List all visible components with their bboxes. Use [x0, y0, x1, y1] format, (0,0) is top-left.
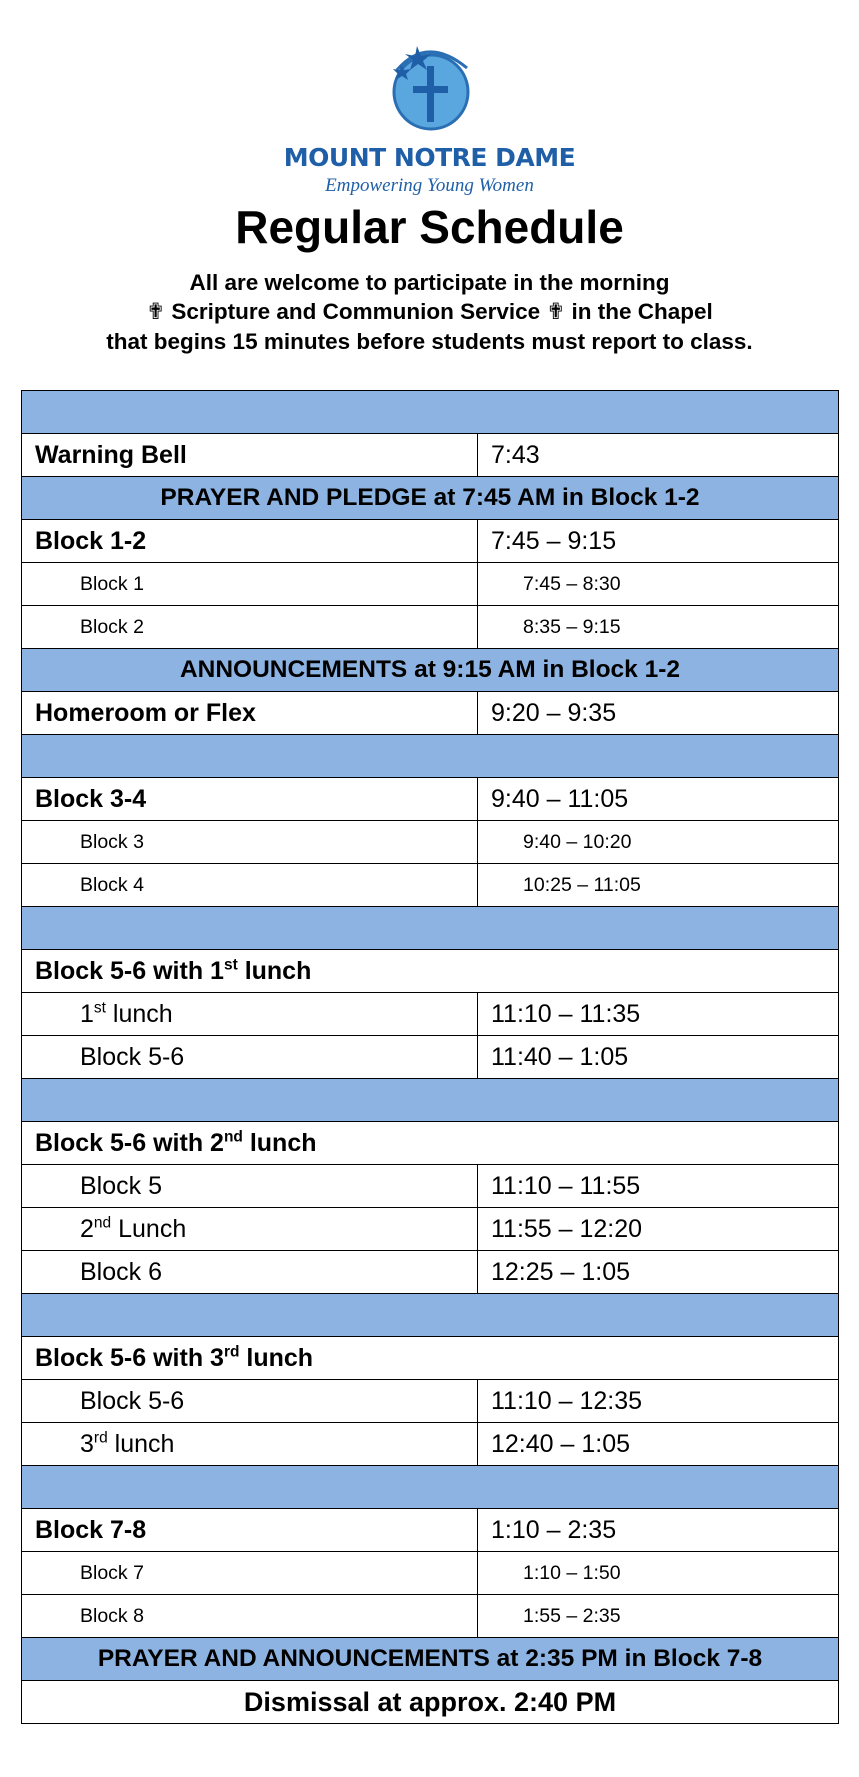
intro-line-3: that begins 15 minutes before students must report to class.: [106, 329, 753, 354]
table-row: [22, 1165, 839, 1208]
table-row: [22, 993, 839, 1036]
table-row: [22, 950, 839, 993]
lunch-1-block-5-6-label: Block 5-6: [22, 1036, 478, 1079]
prayer-pledge-banner: PRAYER AND PLEDGE at 7:45 AM in Block 1-2: [22, 477, 839, 520]
homeroom-time: 9:20 – 9:35: [478, 692, 839, 735]
table-row: [22, 1595, 839, 1638]
table-row: [22, 1208, 839, 1251]
page-title: Regular Schedule: [235, 201, 624, 253]
school-name: MOUNT NOTRE DAME: [283, 143, 576, 172]
band-row: [22, 1466, 839, 1509]
block-7-8-label: Block 7-8: [22, 1509, 478, 1552]
table-row: [22, 778, 839, 821]
block-1-time: 7:45 – 8:30: [478, 563, 839, 606]
cross-left-icon: ✟: [146, 299, 166, 325]
table-row: [22, 1423, 839, 1466]
closing-banner: PRAYER AND ANNOUNCEMENTS at 2:35 PM in Block 7-8: [22, 1638, 839, 1681]
block-4-label: Block 4: [22, 864, 478, 907]
warning-bell-time: 7:43: [478, 434, 839, 477]
school-tagline: Empowering Young Women: [325, 175, 534, 196]
lunch-3-header: Block 5-6 with 3rd lunch: [22, 1337, 839, 1380]
band-row: [22, 1079, 839, 1122]
table-row: [22, 1337, 839, 1380]
block-7-time: 1:10 – 1:50: [478, 1552, 839, 1595]
lunch-2-header: Block 5-6 with 2nd lunch: [22, 1122, 839, 1165]
announcements-banner: ANNOUNCEMENTS at 9:15 AM in Block 1-2: [22, 649, 839, 692]
table-row: [22, 520, 839, 563]
lunch-1-label: 1st lunch: [22, 993, 478, 1036]
table-row: [22, 1251, 839, 1294]
block-3-4-time: 9:40 – 11:05: [478, 778, 839, 821]
block-1-label: Block 1: [22, 563, 478, 606]
cross-right-icon: ✟: [546, 299, 566, 325]
lunch-2-block-6-label: Block 6: [22, 1251, 478, 1294]
table-row: [22, 434, 839, 477]
band-row: [22, 391, 839, 434]
lunch-3-block-5-6-time: 11:10 – 12:35: [478, 1380, 839, 1423]
intro-text: [0, 268, 859, 356]
block-7-label: Block 7: [22, 1552, 478, 1595]
band-row: [22, 477, 839, 520]
table-row: [22, 1552, 839, 1595]
block-8-label: Block 8: [22, 1595, 478, 1638]
schedule-table: [21, 390, 839, 1724]
lunch-3-label: 3rd lunch: [22, 1423, 478, 1466]
band-row: [22, 649, 839, 692]
band-row: [22, 1638, 839, 1681]
block-2-label: Block 2: [22, 606, 478, 649]
table-row: [22, 1122, 839, 1165]
lunch-3-block-5-6-label: Block 5-6: [22, 1380, 478, 1423]
table-row: [22, 821, 839, 864]
table-row: [22, 1380, 839, 1423]
lunch-3-time: 12:40 – 1:05: [478, 1423, 839, 1466]
table-row: [22, 1036, 839, 1079]
lunch-2-label: 2nd Lunch: [22, 1208, 478, 1251]
intro-line-2: ✟ Scripture and Communion Service ✟ in the Chapel: [146, 299, 713, 325]
band-row: [22, 1294, 839, 1337]
homeroom-label: Homeroom or Flex: [22, 692, 478, 735]
table-row: [22, 1681, 839, 1724]
block-3-label: Block 3: [22, 821, 478, 864]
table-row: [22, 864, 839, 907]
lunch-2-block-6-time: 12:25 – 1:05: [478, 1251, 839, 1294]
block-8-time: 1:55 – 2:35: [478, 1595, 839, 1638]
warning-bell-label: Warning Bell: [22, 434, 478, 477]
cross-lily-logo-icon: [387, 40, 471, 132]
block-4-time: 10:25 – 11:05: [478, 864, 839, 907]
intro-line-2-text: Scripture and Communion Service: [165, 299, 547, 324]
table-row: [22, 606, 839, 649]
lunch-2-block-5-time: 11:10 – 11:55: [478, 1165, 839, 1208]
block-2-time: 8:35 – 9:15: [478, 606, 839, 649]
lunch-2-block-5-label: Block 5: [22, 1165, 478, 1208]
lunch-1-block-5-6-time: 11:40 – 1:05: [478, 1036, 839, 1079]
lunch-1-header: Block 5-6 with 1st lunch: [22, 950, 839, 993]
block-3-4-label: Block 3-4: [22, 778, 478, 821]
table-row: [22, 563, 839, 606]
block-1-2-time: 7:45 – 9:15: [478, 520, 839, 563]
dismissal-text: Dismissal at approx. 2:40 PM: [22, 1681, 839, 1724]
band-row: [22, 907, 839, 950]
lunch-1-time: 11:10 – 11:35: [478, 993, 839, 1036]
block-3-time: 9:40 – 10:20: [478, 821, 839, 864]
block-1-2-label: Block 1-2: [22, 520, 478, 563]
band-row: [22, 735, 839, 778]
lunch-2-time: 11:55 – 12:20: [478, 1208, 839, 1251]
intro-line-1: All are welcome to participate in the morning: [189, 270, 670, 295]
block-7-8-time: 1:10 – 2:35: [478, 1509, 839, 1552]
table-row: [22, 1509, 839, 1552]
table-row: [22, 692, 839, 735]
